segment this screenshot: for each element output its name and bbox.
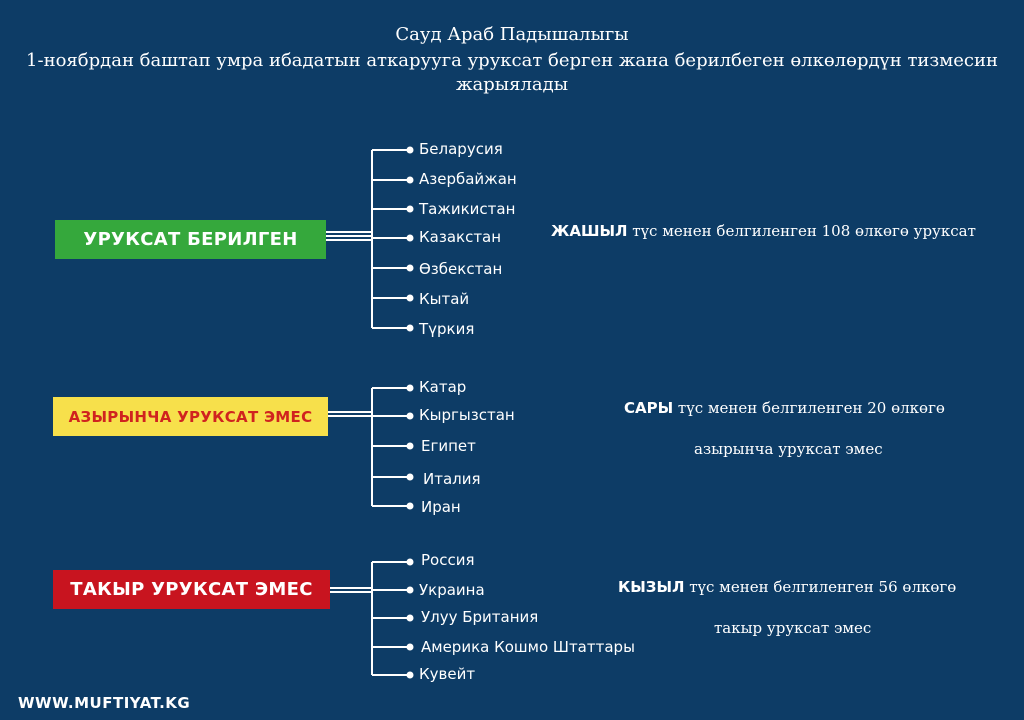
description-text-line2: азырынча уруксат эмес — [694, 440, 883, 458]
country-item: Беларусия — [419, 140, 503, 158]
country-item: Катар — [419, 378, 467, 396]
description-text: түс менен белгиленген 56 өлкөгө — [684, 578, 957, 596]
country-item: Улуу Британия — [421, 608, 539, 626]
category-not-yet-allowed: АЗЫРЫНЧА УРУКСАТ ЭМЕС — [53, 397, 328, 436]
country-item: Казакстан — [419, 228, 502, 246]
description-text: түс менен белгиленген 108 өлкөгө уруксат — [627, 222, 976, 240]
country-item: Украина — [419, 581, 485, 599]
country-item: Өзбекстан — [419, 260, 503, 278]
country-item: Кытай — [419, 290, 470, 308]
description-not-allowed — [618, 578, 956, 596]
description-color-word: КЫЗЫЛ — [618, 578, 685, 596]
country-item: Кувейт — [419, 665, 476, 683]
country-item: Кыргызстан — [419, 406, 515, 424]
title-line-2: 1-ноябрдан баштап умра ибадатын аткарууга уруксат берген жана берилбеген өлкөлөрдүн тизмесин — [26, 50, 998, 71]
category-not-allowed: ТАКЫР УРУКСАТ ЭМЕС — [53, 570, 330, 609]
country-item: Италия — [423, 470, 481, 488]
country-item: Түркия — [419, 320, 475, 338]
title-line-1: Сауд Араб Падышалыгы — [395, 24, 629, 45]
description-allowed — [551, 222, 976, 240]
website-footer: WWW.MUFTIYAT.KG — [18, 694, 191, 712]
country-item: Россия — [421, 551, 475, 569]
country-item: Азербайжан — [419, 170, 517, 188]
description-not-yet-allowed — [624, 399, 945, 417]
category-allowed: УРУКСАТ БЕРИЛГЕН — [55, 220, 326, 259]
description-color-word: ЖАШЫЛ — [551, 222, 628, 240]
country-item: Тажикистан — [419, 200, 516, 218]
description-text-line2: такыр уруксат эмес — [714, 619, 872, 637]
description-text: түс менен белгиленген 20 өлкөгө — [673, 399, 945, 417]
country-item: Египет — [421, 437, 476, 455]
country-item: Америка Кошмо Штаттары — [421, 638, 635, 656]
country-item: Иран — [421, 498, 461, 516]
title-line-3: жарыялады — [455, 74, 569, 95]
description-color-word: САРЫ — [624, 399, 674, 417]
